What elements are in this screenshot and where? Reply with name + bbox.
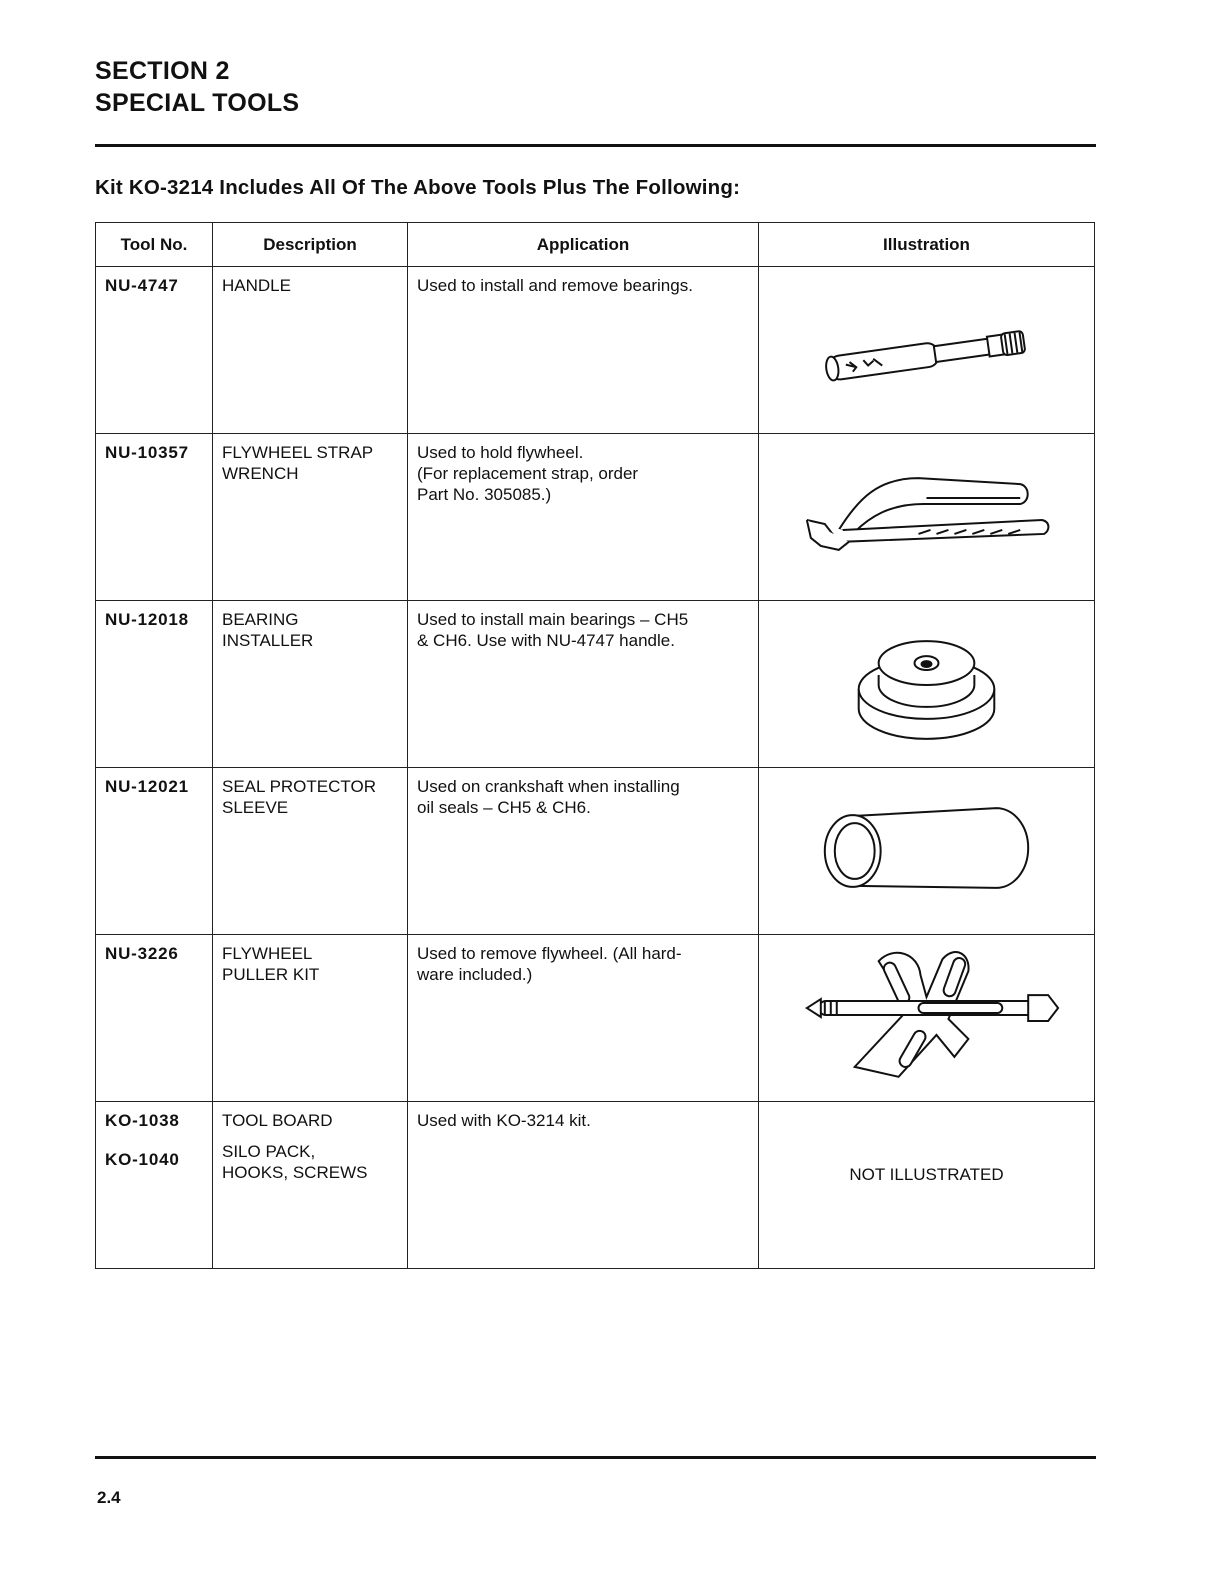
page-title: SPECIAL TOOLS [95, 89, 300, 117]
application-line: Part No. 305085.) [417, 485, 552, 504]
application-line: (For replacement strap, order [417, 464, 639, 483]
strap-wrench-icon [759, 434, 1094, 600]
description-line: TOOL BOARD [222, 1111, 333, 1130]
seal-sleeve-icon [759, 768, 1094, 934]
table-row [96, 1102, 1095, 1269]
table-row [96, 601, 1095, 768]
description-line: INSTALLER [222, 631, 314, 650]
puller-kit-icon [759, 935, 1094, 1101]
puller-kit-illustration [759, 935, 1095, 1102]
tool-description [213, 267, 408, 434]
bearing-installer-icon [759, 601, 1094, 767]
table-row [96, 434, 1095, 601]
column-header-application: Application [408, 223, 759, 267]
illustration-cell [759, 1102, 1095, 1269]
tool-number-group [96, 1102, 213, 1269]
tool-description [213, 1102, 408, 1269]
tool-number: KO-1038 [105, 1111, 180, 1130]
application-line: Used to install and remove bearings. [417, 276, 693, 295]
tool-number: KO-1040 [105, 1150, 180, 1169]
tool-description [213, 768, 408, 935]
application-line: Used to install main bearings – CH5 [417, 610, 689, 629]
description-line: SEAL PROTECTOR [222, 777, 376, 796]
bearing-installer-illustration [759, 601, 1095, 768]
handle-illustration [759, 267, 1095, 434]
column-header-illustration: Illustration [759, 223, 1095, 267]
application-line: Used with KO-3214 kit. [417, 1111, 591, 1130]
application-line: Used on crankshaft when installing [417, 777, 680, 796]
description-line: FLYWHEEL STRAP [222, 443, 374, 462]
tool-description [213, 434, 408, 601]
tool-number: NU-10357 [96, 434, 213, 601]
application-line: ware included.) [417, 965, 533, 984]
tool-description [213, 601, 408, 768]
description-line: WRENCH [222, 464, 299, 483]
special-tools-table [95, 222, 1095, 1269]
description-line: PULLER KIT [222, 965, 320, 984]
description-line: FLYWHEEL [222, 944, 313, 963]
tool-application [408, 434, 759, 601]
description-line: SLEEVE [222, 798, 289, 817]
description-line: HANDLE [222, 276, 291, 295]
tool-application [408, 1102, 759, 1269]
page-number: 2.4 [97, 1488, 121, 1507]
tool-number: NU-3226 [96, 935, 213, 1102]
handle-icon [759, 267, 1094, 433]
table-header-row [96, 223, 1095, 267]
strap-wrench-illustration [759, 434, 1095, 601]
tool-number: NU-12018 [96, 601, 213, 768]
application-line: oil seals – CH5 & CH6. [417, 798, 591, 817]
tool-number: NU-12021 [96, 768, 213, 935]
application-line: & CH6. Use with NU-4747 handle. [417, 631, 675, 650]
table-row [96, 768, 1095, 935]
tool-description [213, 935, 408, 1102]
application-line: Used to hold flywheel. [417, 443, 584, 462]
description-line: HOOKS, SCREWS [222, 1163, 368, 1182]
not-illustrated-label: NOT ILLUSTRATED [849, 1165, 1004, 1184]
table-row [96, 935, 1095, 1102]
column-header-tool-no: Tool No. [96, 223, 213, 267]
tool-application [408, 267, 759, 434]
tool-number: NU-4747 [96, 267, 213, 434]
description-line: SILO PACK, [222, 1142, 316, 1161]
column-header-description: Description [213, 223, 408, 267]
table-row [96, 267, 1095, 434]
section-heading [95, 55, 299, 119]
tool-application [408, 768, 759, 935]
application-line: Used to remove flywheel. (All hard- [417, 944, 682, 963]
top-divider [95, 144, 1096, 147]
tool-application [408, 601, 759, 768]
tool-application [408, 935, 759, 1102]
kit-heading: Kit KO-3214 Includes All Of The Above Tools Plus The Following: [95, 176, 741, 199]
description-line: BEARING [222, 610, 299, 629]
bottom-divider [95, 1456, 1096, 1459]
section-number: SECTION 2 [95, 57, 230, 85]
seal-sleeve-illustration [759, 768, 1095, 935]
